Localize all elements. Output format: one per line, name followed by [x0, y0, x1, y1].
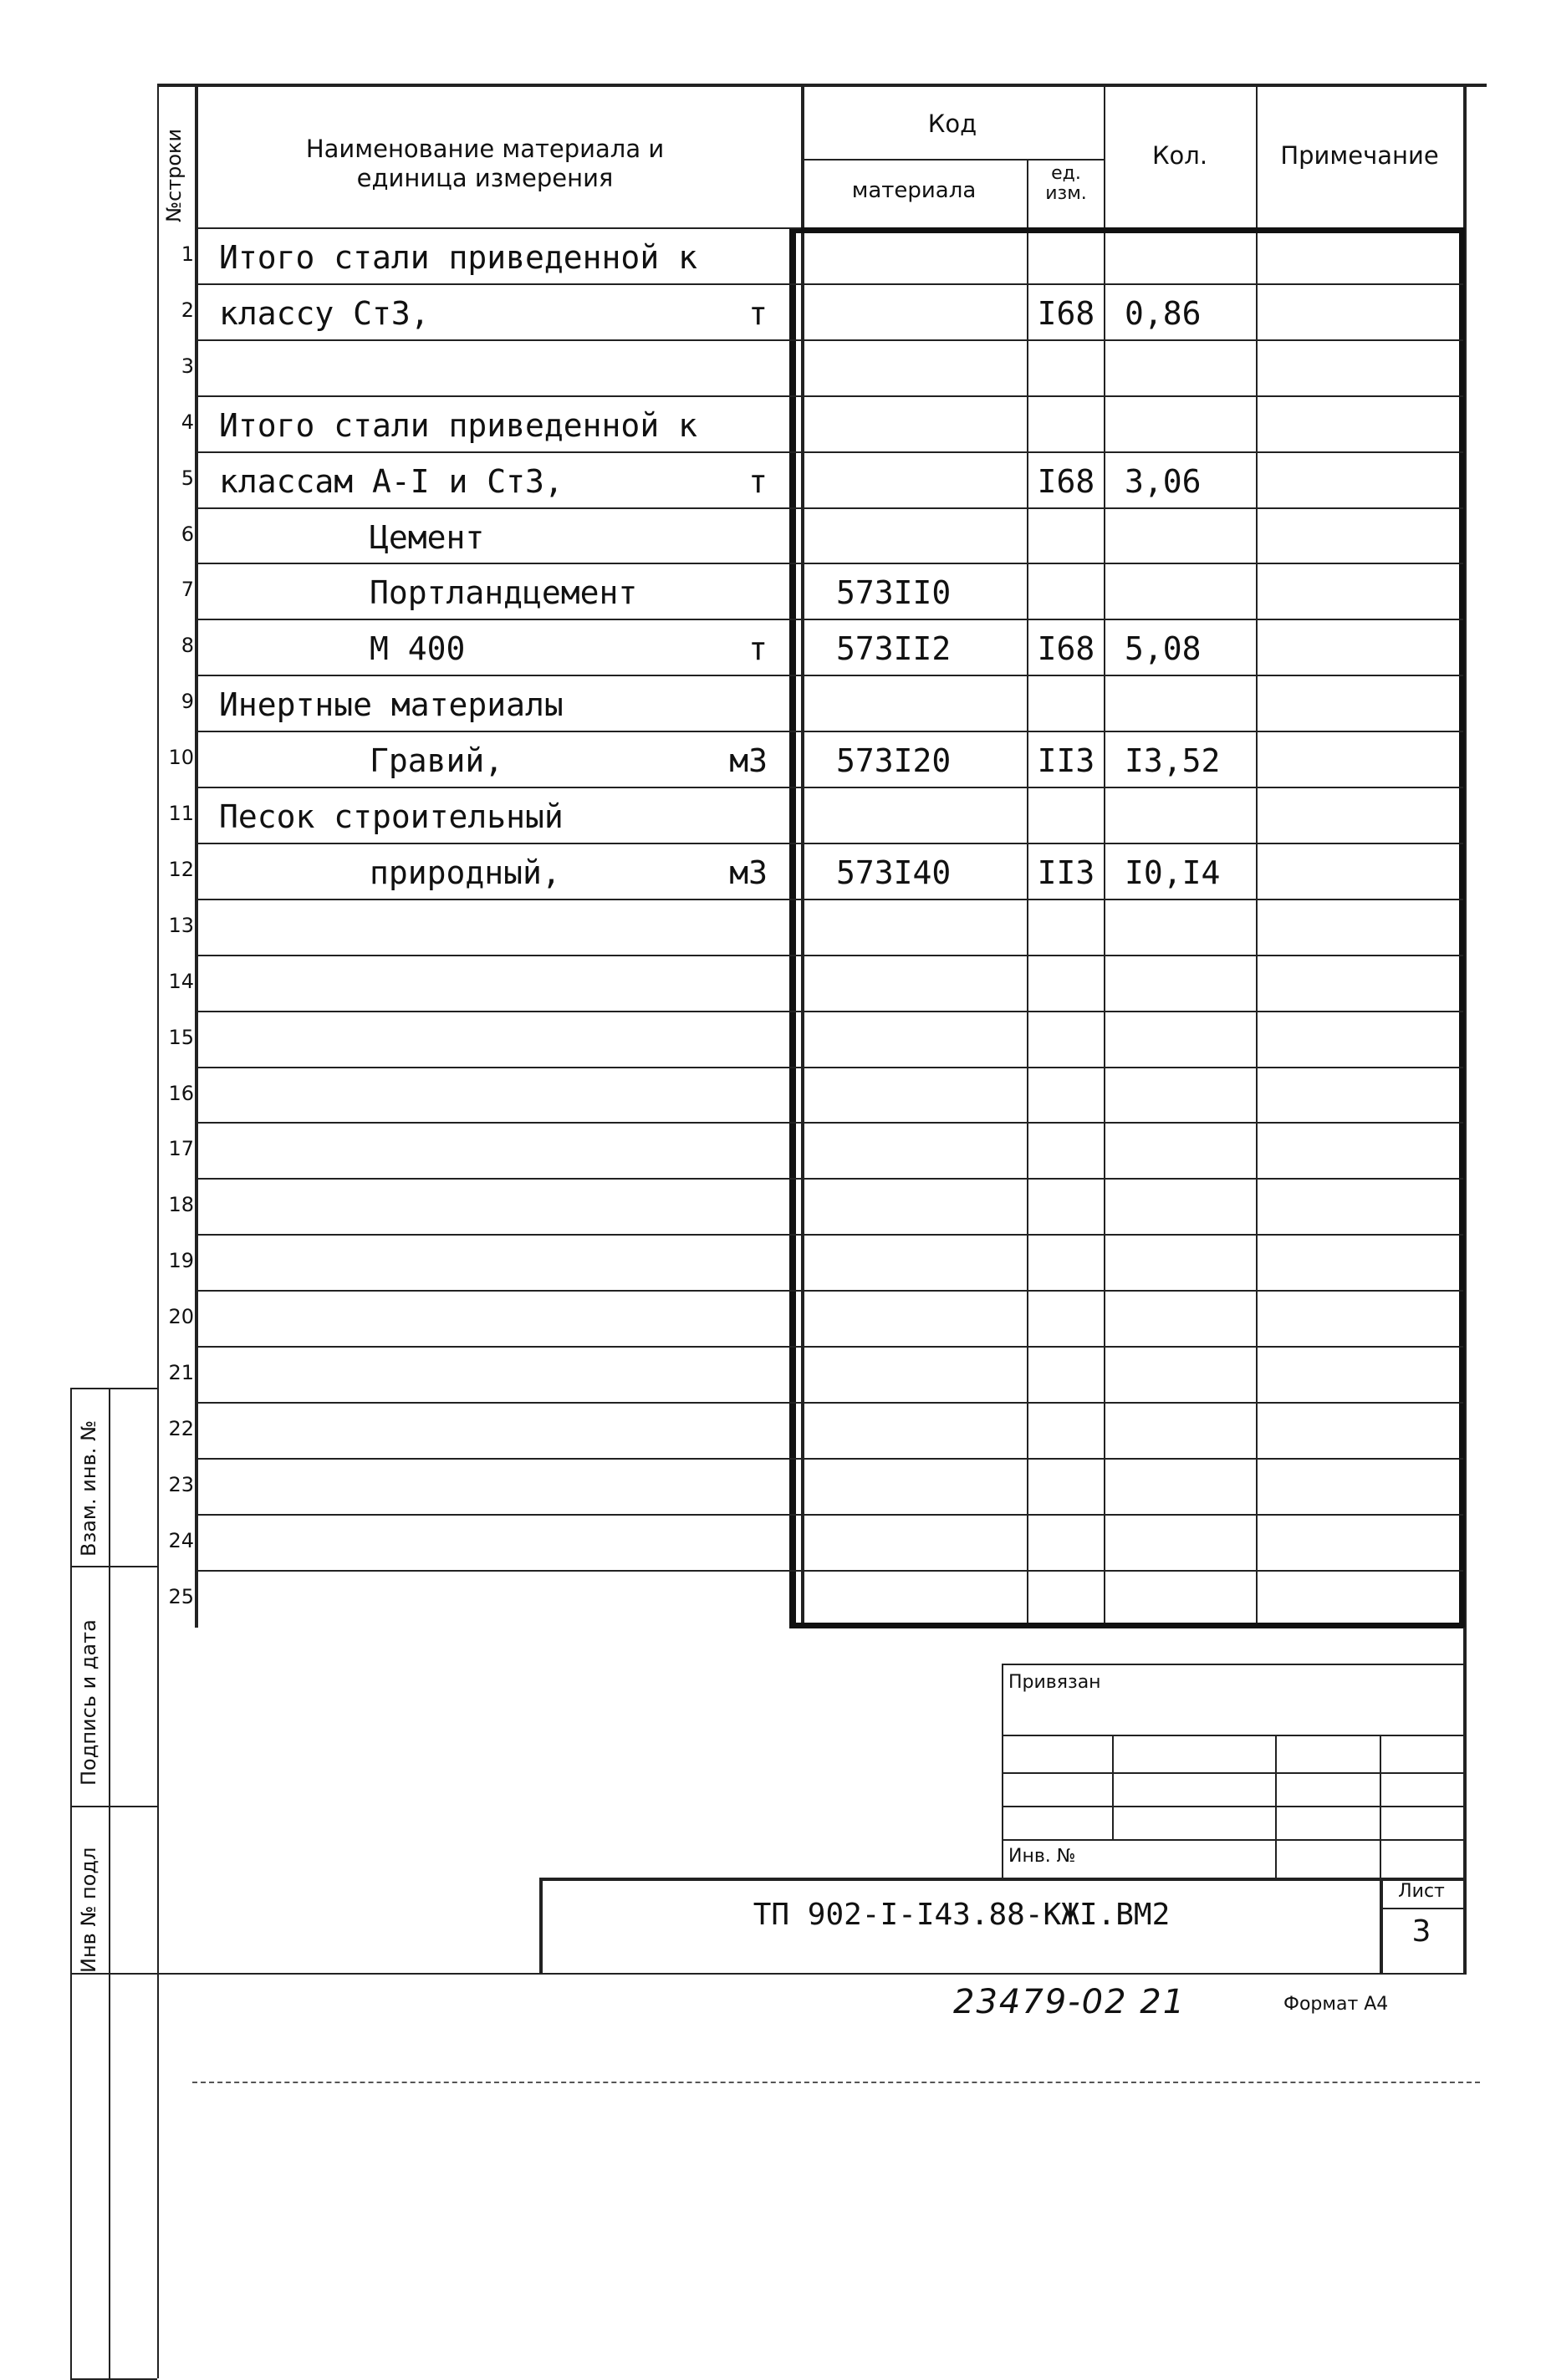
material-name: Цемент — [370, 519, 485, 556]
row-number: 6 — [181, 522, 194, 546]
row-number: 2 — [181, 298, 194, 322]
material-code: 573II2 — [836, 630, 952, 667]
material-name: Итого стали приведенной к — [219, 407, 697, 444]
doc-code-left — [539, 1878, 543, 1975]
quantity: 0,86 — [1125, 295, 1202, 332]
code-subheader-line — [801, 159, 1104, 161]
row-divider — [195, 955, 1463, 956]
row-number: 10 — [168, 746, 194, 769]
material-code: 573II0 — [836, 574, 952, 611]
privyazan-row2 — [1002, 1772, 1463, 1774]
row-number: 7 — [181, 578, 194, 601]
privyazan-row4 — [1002, 1839, 1463, 1841]
rownum-column-border — [195, 84, 198, 1628]
row-divider — [195, 1570, 1463, 1572]
handwritten-number: 23479-02 21 — [953, 1983, 1186, 2021]
unit-code: I68 — [1037, 630, 1095, 667]
row-divider — [195, 563, 1463, 564]
material-name: Песок строительный — [219, 798, 564, 835]
cut-line — [192, 2082, 1480, 2083]
privyazan-label: Привязан — [1008, 1672, 1101, 1693]
row-divider — [195, 1067, 1463, 1068]
frame-bottom — [70, 1973, 1463, 1975]
data-frame — [789, 227, 1465, 1628]
sheet-number: 3 — [1411, 1914, 1431, 1949]
unit-code: II3 — [1037, 742, 1095, 779]
side-stamp-line2 — [70, 1806, 157, 1807]
header-code-unit: ед. изм. — [1045, 163, 1087, 204]
unit: т — [748, 630, 768, 667]
row-number: 22 — [168, 1417, 194, 1440]
row-number: 24 — [168, 1529, 194, 1552]
material-name: классу Ст3, — [219, 295, 430, 332]
row-number: 11 — [168, 802, 194, 825]
row-divider — [195, 283, 1463, 285]
material-name: Гравий, — [370, 742, 504, 779]
row-number: 19 — [168, 1249, 194, 1272]
row-number: 21 — [168, 1361, 194, 1384]
privyazan-row1 — [1002, 1735, 1463, 1736]
row-number: 4 — [181, 410, 194, 434]
unit-code: II3 — [1037, 854, 1095, 891]
doc-code-top — [539, 1878, 1463, 1881]
row-number: 5 — [181, 466, 194, 490]
row-divider — [195, 899, 1463, 900]
row-number: 9 — [181, 690, 194, 713]
row-number: 23 — [168, 1473, 194, 1496]
row-divider — [195, 1011, 1463, 1012]
side-stamp-line1 — [70, 1566, 157, 1567]
row-number: 13 — [168, 914, 194, 937]
row-divider — [195, 1514, 1463, 1516]
row-divider — [195, 675, 1463, 676]
material-name: Итого стали приведенной к — [219, 239, 697, 276]
unit: т — [748, 463, 768, 500]
row-number: 8 — [181, 634, 194, 657]
row-divider — [195, 1178, 1463, 1180]
row-number: 1 — [181, 242, 194, 266]
header-name-line2: единица измерения — [356, 164, 614, 192]
row-divider — [195, 731, 1463, 732]
side-label-podpis: Подпись и дата — [77, 1619, 100, 1786]
material-name: Портландцемент — [370, 574, 638, 611]
inv-no-label: Инв. № — [1008, 1846, 1076, 1867]
unit: м3 — [729, 854, 768, 891]
row-number: 17 — [168, 1137, 194, 1160]
row-divider — [195, 787, 1463, 788]
unit: м3 — [729, 742, 768, 779]
side-label-vzam: Взам. инв. № — [77, 1420, 100, 1557]
side-stamp-right-border — [157, 1388, 159, 2378]
privyazan-col3 — [1380, 1735, 1381, 1878]
row-divider — [195, 1234, 1463, 1236]
side-stamp-left-border — [70, 1388, 72, 2378]
unit-code: I68 — [1037, 463, 1095, 500]
row-divider — [195, 1402, 1463, 1404]
row-number: 12 — [168, 858, 194, 881]
row-number: 3 — [181, 354, 194, 378]
row-divider — [195, 1122, 1463, 1124]
row-divider — [195, 1458, 1463, 1460]
frame-right — [1463, 1628, 1467, 1975]
quantity: 5,08 — [1125, 630, 1202, 667]
row-divider — [195, 507, 1463, 509]
sheet-divider — [1380, 1908, 1463, 1909]
header-code: Код — [927, 110, 977, 138]
privyazan-left — [1002, 1664, 1003, 1878]
row-divider — [195, 619, 1463, 620]
side-stamp-mid-border — [109, 1388, 110, 2378]
side-label-inv-podl: Инв № подл — [77, 1847, 100, 1973]
header-qty: Кол. — [1151, 141, 1208, 170]
unit-code: I68 — [1037, 295, 1095, 332]
quantity: 3,06 — [1125, 463, 1202, 500]
row-number: 25 — [168, 1585, 194, 1608]
table-top-border — [157, 84, 1487, 87]
header-name-line1: Наименование материала и — [305, 135, 665, 163]
row-number: 15 — [168, 1026, 194, 1049]
row-number: 14 — [168, 970, 194, 993]
header-code-material: материала — [851, 178, 977, 203]
row-number: 20 — [168, 1305, 194, 1328]
format-label: Формат А4 — [1283, 1994, 1389, 2015]
row-divider — [195, 395, 1463, 397]
side-stamp-top — [70, 1388, 157, 1389]
header-row-number: №строки — [162, 128, 186, 222]
header-bottom-line — [195, 227, 801, 229]
row-divider — [195, 843, 1463, 844]
privyazan-col1 — [1112, 1735, 1114, 1839]
material-code: 573I20 — [836, 742, 952, 779]
material-code: 573I40 — [836, 854, 952, 891]
row-divider — [195, 1290, 1463, 1292]
privyazan-col2 — [1275, 1735, 1277, 1878]
row-divider — [195, 339, 1463, 341]
unit: т — [748, 295, 768, 332]
material-name: М 400 — [370, 630, 466, 667]
quantity: I3,52 — [1125, 742, 1221, 779]
quantity: I0,I4 — [1125, 854, 1221, 891]
material-name: классам А-I и Ст3, — [219, 463, 564, 500]
privyazan-row3 — [1002, 1806, 1463, 1807]
row-number: 18 — [168, 1193, 194, 1216]
row-divider — [195, 451, 1463, 453]
row-number: 16 — [168, 1082, 194, 1105]
privyazan-top — [1002, 1664, 1463, 1665]
material-name: Инертные материалы — [219, 686, 564, 723]
doc-code: ТП 902-I-I43.88-КЖI.ВМ2 — [753, 1898, 1171, 1932]
row-divider — [195, 1346, 1463, 1348]
header-note: Примечание — [1280, 141, 1439, 170]
material-name: природный, — [370, 854, 561, 891]
sheet-label: Лист — [1398, 1881, 1445, 1902]
